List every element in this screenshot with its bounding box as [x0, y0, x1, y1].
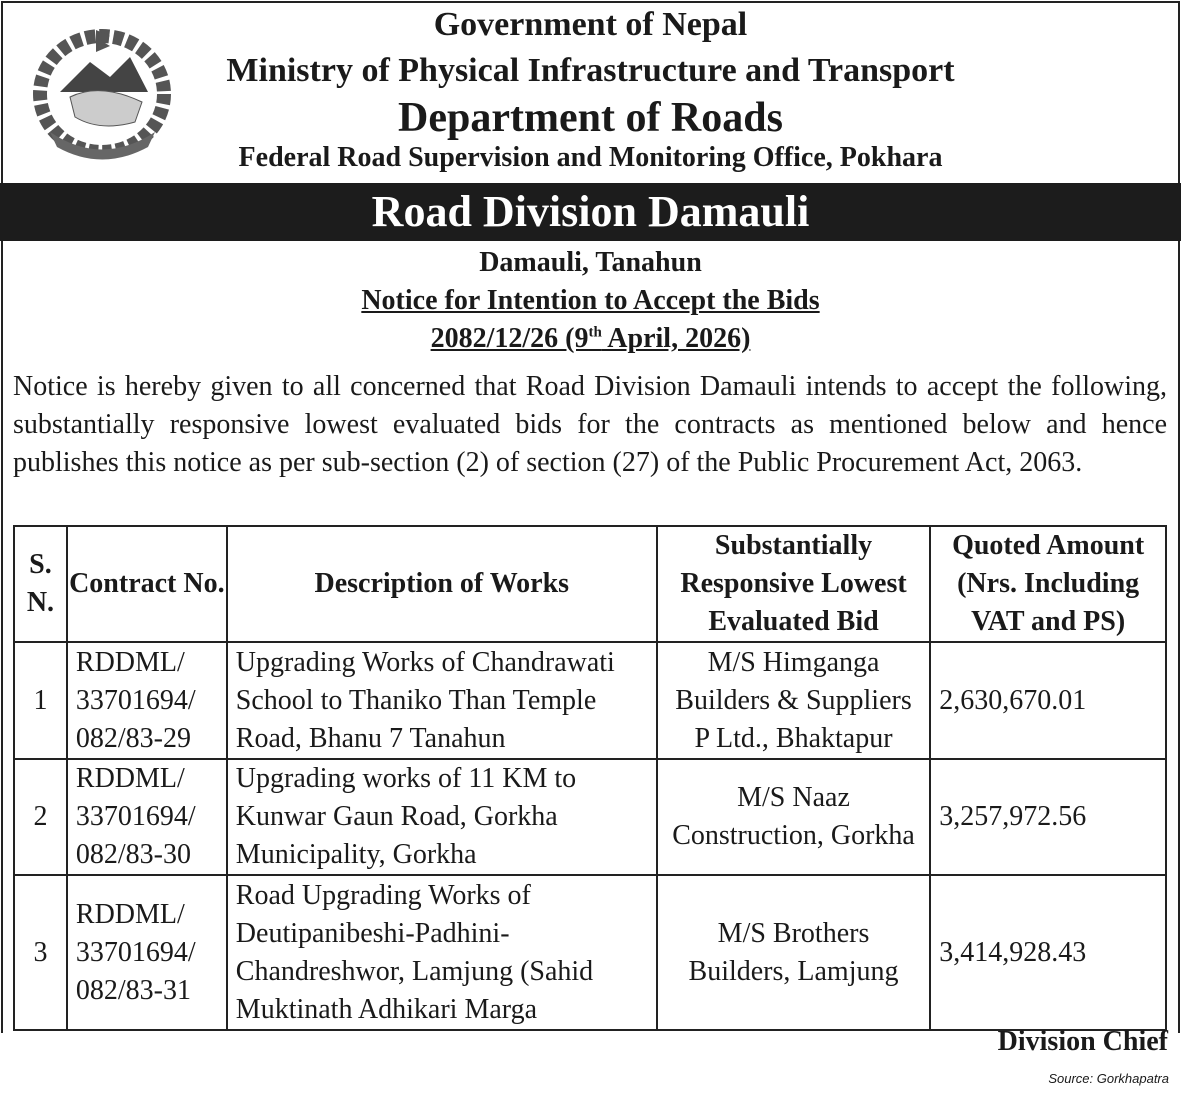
col-sn: S. N.	[14, 526, 67, 642]
division-band: Road Division Damauli	[0, 183, 1181, 241]
amount: 3,257,972.56	[930, 759, 1166, 875]
description: Upgrading Works of Chandrawati School to Thaniko Than Temple Road, Bhanu 7 Tanahun	[227, 642, 657, 759]
col-description: Description of Works	[227, 526, 657, 642]
contract-no: RDDML/ 33701694/ 082/83-30	[67, 759, 227, 875]
amount: 2,630,670.01	[930, 642, 1166, 759]
header	[0, 0, 1181, 184]
sn: 3	[14, 875, 67, 1030]
source-credit: Source: Gorkhapatra	[1048, 1071, 1169, 1086]
location: Damauli, Tanahun	[479, 247, 702, 278]
table-row	[14, 759, 1166, 875]
notice-date: 2082/12/26 (9th April, 2026)	[430, 323, 751, 354]
sn: 1	[14, 642, 67, 759]
bidder: M/S Brothers Builders, Lamjung	[657, 875, 931, 1030]
contract-no: RDDML/ 33701694/ 082/83-29	[67, 642, 227, 759]
col-amount: Quoted Amount (Nrs. Including VAT and PS)	[930, 526, 1166, 642]
amount: 3,414,928.43	[930, 875, 1166, 1030]
col-contract: Contract No.	[67, 526, 227, 642]
header-line-3: Department of Roads	[398, 95, 783, 141]
col-bidder: Substantially Responsive Lowest Evaluated Bid	[657, 526, 931, 642]
contract-no: RDDML/ 33701694/ 082/83-31	[67, 875, 227, 1030]
bids-table	[13, 525, 1167, 1031]
notice-paragraph: Notice is hereby given to all concerned that Road Division Damauli intends to accept the following, substantially responsive lowest evaluated bids for the contracts as mentioned below and hence publishes this notice as per sub-section (2) of section (27) of the Public Procurement Act, 2063.	[13, 371, 1167, 478]
header-line-1: Government of Nepal	[433, 6, 748, 43]
bidder: M/S Himganga Builders & Suppliers P Ltd., Bhaktapur	[657, 642, 931, 759]
table-row	[14, 642, 1166, 759]
sn: 2	[14, 759, 67, 875]
signature: Division Chief	[997, 1026, 1168, 1057]
header-line-4: Federal Road Supervision and Monitoring Office, Pokhara	[238, 142, 943, 173]
table-row	[14, 875, 1166, 1030]
table-header-row	[14, 526, 1166, 642]
description: Road Upgrading Works of Deutipanibeshi-Padhini-Chandreshwor, Lamjung (Sahid Muktinath Adhikari Marga	[227, 875, 657, 1030]
bidder: M/S Naaz Construction, Gorkha	[657, 759, 931, 875]
description: Upgrading works of 11 KM to Kunwar Gaun Road, Gorkha Municipality, Gorkha	[227, 759, 657, 875]
notice-title: Notice for Intention to Accept the Bids	[361, 285, 820, 316]
header-line-2: Ministry of Physical Infrastructure and Transport	[226, 52, 955, 89]
